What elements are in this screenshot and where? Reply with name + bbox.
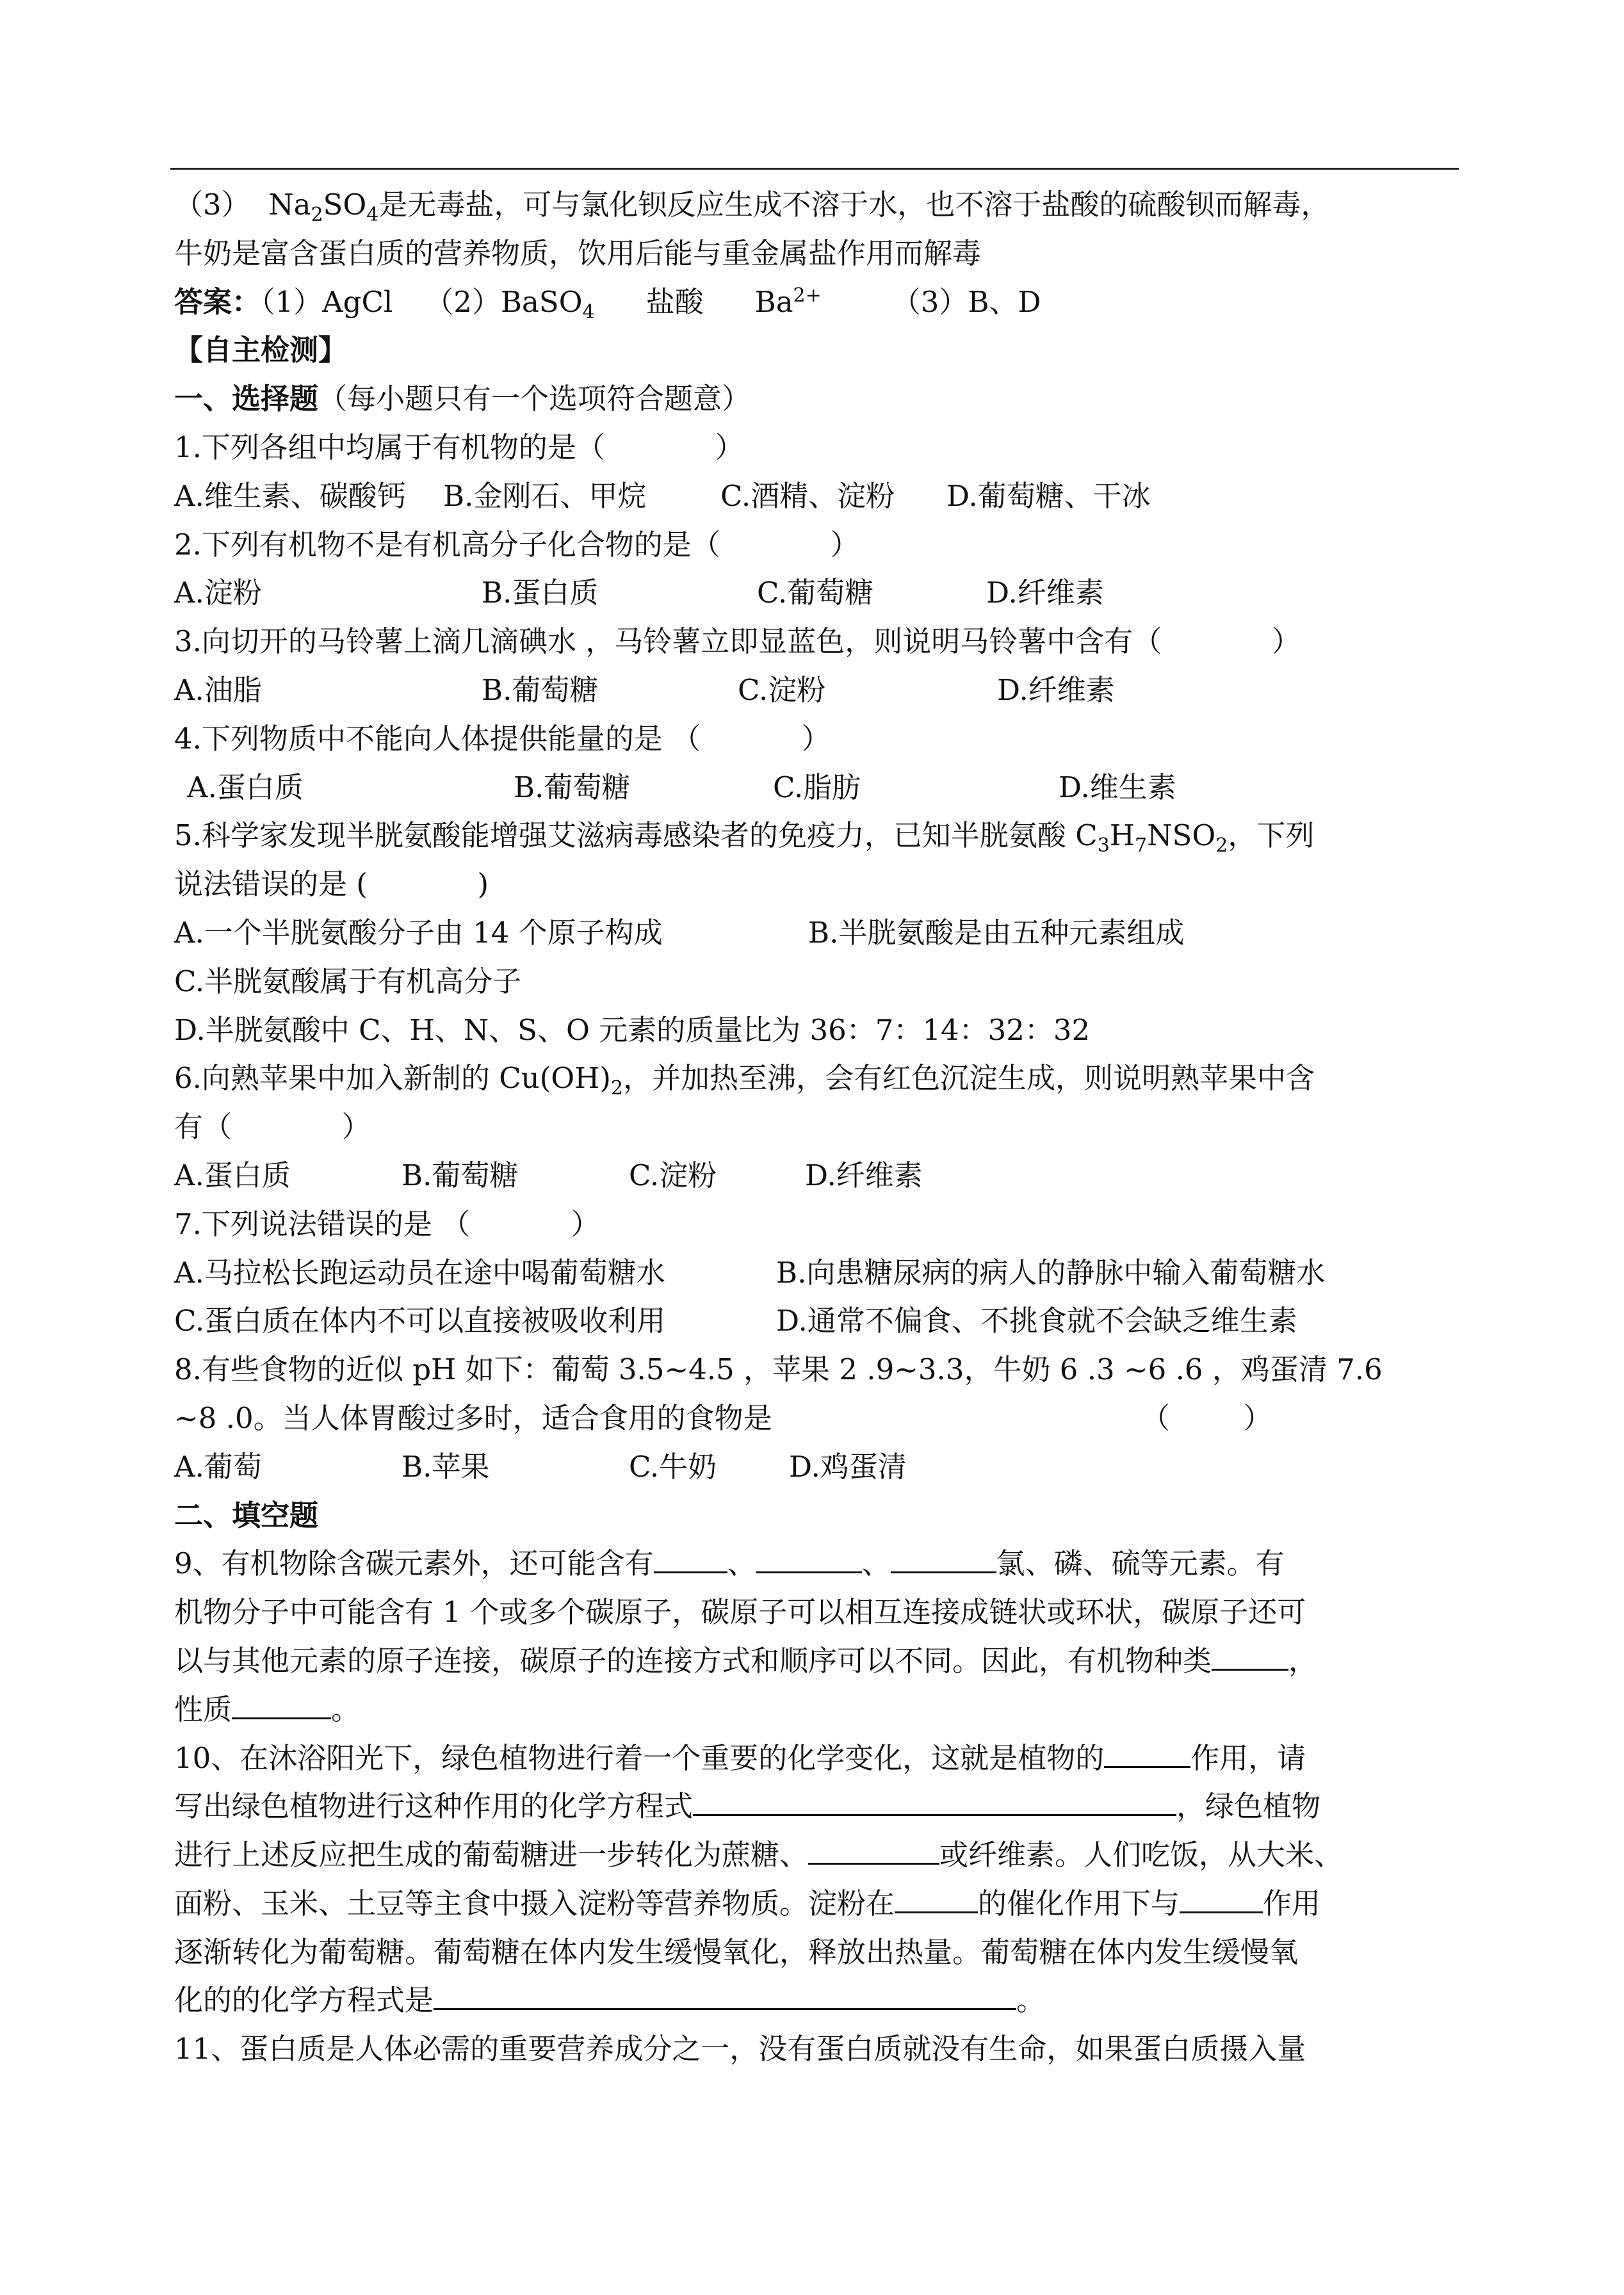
answer-ion: Ba — [754, 284, 793, 319]
q10-line-6-a: 化的的化学方程式是 — [174, 1983, 434, 2018]
q8-stem-line-2-a: ~8 .0。当人体胃酸过多时，适合食用的食物是 — [174, 1400, 772, 1435]
q3-stem: 3.向切开的马铃薯上滴几滴碘水 ，马铃薯立即显蓝色，则说明马铃薯中含有（ ） — [174, 624, 1301, 659]
answer-2: （2）BaSO — [425, 284, 583, 319]
q10-line-3-a: 进行上述反应把生成的葡萄糖进一步转化为蔗糖、 — [174, 1838, 809, 1872]
q9-text-b: 氯、磷、硫等元素。有 — [996, 1546, 1285, 1581]
q2-option-b: B.蛋白质 — [482, 576, 599, 610]
q4-options — [174, 763, 1474, 812]
q9-text-a: 9、有机物除含碳元素外，还可能含有 — [174, 1546, 654, 1581]
q9-line-4 — [174, 1685, 1474, 1734]
q6-option-c: C.淀粉 — [629, 1158, 717, 1192]
answer-acid: 盐酸 — [646, 284, 704, 319]
q6-stem-a: 6.向熟苹果中加入新制的 Cu(OH) — [174, 1061, 611, 1096]
q8-option-b: B.苹果 — [402, 1449, 490, 1484]
q8-stem-line-2 — [174, 1394, 1474, 1443]
q1-options — [174, 472, 1474, 521]
part1-heading — [174, 375, 1474, 423]
q6-option-d: D.纤维素 — [805, 1158, 923, 1192]
q3-option-c: C.淀粉 — [738, 672, 826, 707]
subscript: 4 — [366, 204, 379, 226]
q7-option-c: C.蛋白质在体内不可以直接被吸收利用 — [174, 1304, 666, 1338]
q9-line-3 — [174, 1637, 1474, 1685]
q4-option-d: D.维生素 — [1059, 770, 1176, 804]
part1-note: （每小题只有一个选项符合题意） — [318, 382, 751, 416]
answer-label: 答案： — [174, 284, 261, 319]
q9-blank-3[interactable] — [891, 1547, 996, 1573]
q3-options — [174, 666, 1474, 715]
prev-line-1-rest: 是无毒盐，可与氯化钡反应生成不溶于水，也不溶于盐酸的硫酸钡而解毒， — [378, 188, 1330, 222]
q9-line-4-a: 性质 — [174, 1692, 232, 1726]
q10-line-1-b: 作用，请 — [1190, 1740, 1306, 1775]
q8-options — [174, 1443, 1474, 1491]
prev-line-1 — [174, 181, 1474, 229]
prev-line-2: 牛奶是富含蛋白质的营养物质，饮用后能与重金属盐作用而解毒 — [174, 236, 982, 270]
q10-blank-4[interactable] — [895, 1887, 978, 1913]
q8-option-c: C.牛奶 — [629, 1449, 717, 1484]
q7-stem: 7.下列说法错误的是 （ ） — [174, 1206, 600, 1241]
q8-stem-line-1: 8.有些食物的近似 pH 如下：葡萄 3.5~4.5 ，苹果 2 .9~3.3，牛奶 6 .3 ~6 .6 ，鸡蛋清 7.6 — [174, 1352, 1383, 1387]
q2-options — [174, 569, 1474, 617]
q10-line-2-b: ，绿色植物 — [1176, 1789, 1321, 1824]
q5-stem-a: 5.科学家发现半胱氨酸能增强艾滋病毒感染者的免疫力，已知半胱氨酸 C — [174, 818, 1098, 853]
q10-line-4-b: 的催化作用下与 — [978, 1886, 1180, 1920]
q9-sep-2: 、 — [861, 1546, 891, 1581]
q11-line-1: 11、蛋白质是人体必需的重要营养成分之一，没有蛋白质就没有生命，如果蛋白质摄入量 — [174, 2032, 1306, 2066]
q2-option-c: C.葡萄糖 — [757, 576, 874, 610]
q10-blank-3[interactable] — [808, 1838, 939, 1865]
q2-stem: 2.下列有机物不是有机高分子化合物的是（ ） — [174, 527, 859, 562]
answer-1: （1）AgCl — [261, 284, 393, 319]
q5-formula-nso: NSO — [1147, 818, 1216, 853]
part1-title: 一、选择题 — [174, 382, 319, 416]
q6-stem-line-1 — [174, 1054, 1474, 1103]
q5-option-b: B.半胱氨酸是由五种元素组成 — [808, 915, 1185, 950]
q10-line-2 — [174, 1782, 1474, 1831]
q9-line-4-b: 。 — [331, 1692, 361, 1726]
q10-line-4-a: 面粉、玉米、土豆等主食中摄入淀粉等营养物质。淀粉在 — [174, 1886, 895, 1920]
q10-line-2-a: 写出绿色植物进行这种作用的化学方程式 — [174, 1789, 694, 1824]
q8-option-d: D.鸡蛋清 — [789, 1449, 907, 1484]
q5-formula-h: H — [1109, 818, 1135, 853]
q9-line-1 — [174, 1539, 1474, 1588]
q10-blank-6[interactable] — [434, 1984, 1016, 2010]
q10-line-1-a: 10、在沐浴阳光下，绿色植物进行着一个重要的化学变化，这就是植物的 — [174, 1740, 1105, 1775]
q5-option-c: C.半胱氨酸属于有机高分子 — [174, 964, 522, 998]
q8-option-a: A.葡萄 — [174, 1449, 262, 1484]
answer-3: （3）B、D — [891, 284, 1041, 319]
q6-options — [174, 1151, 1474, 1200]
subscript: 2 — [1215, 834, 1228, 857]
q1-option-d: D.葡萄糖、干冰 — [946, 478, 1151, 513]
q10-line-6-b: 。 — [1016, 1983, 1046, 2018]
q4-stem: 4.下列物质中不能向人体提供能量的是 （ ） — [174, 721, 831, 756]
section-title: 【自主检测】 — [174, 333, 348, 368]
q7-option-b: B.向患糖尿病的病人的静脉中输入葡萄糖水 — [776, 1255, 1326, 1290]
q2-option-a: A.淀粉 — [174, 576, 262, 610]
q10-line-3 — [174, 1831, 1474, 1879]
q10-line-6 — [174, 1976, 1474, 2025]
q7-options-cd — [174, 1297, 1474, 1345]
subscript: 7 — [1135, 834, 1148, 857]
prev-line-1-mid: SO — [323, 188, 367, 222]
q5-stem-line-1 — [174, 811, 1474, 860]
q9-blank-1[interactable] — [654, 1547, 727, 1573]
q10-line-4 — [174, 1879, 1474, 1928]
q9-line-3-b: ， — [1288, 1643, 1318, 1678]
q4-option-b: B.葡萄糖 — [514, 770, 631, 804]
q7-option-d: D.通常不偏食、不挑食就不会缺乏维生素 — [776, 1304, 1297, 1338]
q9-sep-1: 、 — [727, 1546, 756, 1581]
q9-blank-2[interactable] — [756, 1547, 862, 1573]
q10-blank-5[interactable] — [1180, 1887, 1263, 1913]
q9-line-3-a: 以与其他元素的原子连接，碳原子的连接方式和顺序可以不同。因此，有机物种类 — [174, 1643, 1212, 1678]
q9-blank-4[interactable] — [1212, 1644, 1288, 1671]
q6-option-a: A.蛋白质 — [174, 1158, 291, 1192]
q10-blank-1[interactable] — [1104, 1742, 1190, 1768]
q8-answer-paren: （ ） — [1141, 1400, 1272, 1435]
q10-line-1 — [174, 1734, 1474, 1783]
subscript: 2 — [610, 1077, 623, 1100]
q2-option-d: D.纤维素 — [986, 576, 1104, 610]
superscript: 2+ — [793, 284, 822, 307]
q10-line-3-b: 或纤维素。人们吃饭，从大米、 — [939, 1838, 1344, 1872]
subscript: 2 — [311, 204, 323, 226]
q6-option-b: B.葡萄糖 — [402, 1158, 519, 1192]
q5-option-d: D.半胱氨酸中 C、H、N、S、O 元素的质量比为 36：7：14：32：32 — [174, 1012, 1091, 1047]
q1-stem: 1.下列各组中均属于有机物的是（ ） — [174, 430, 744, 464]
q10-blank-2[interactable] — [693, 1790, 1176, 1816]
q5-options-ab — [174, 909, 1474, 957]
q7-option-a: A.马拉松长跑运动员在途中喝葡萄糖水 — [174, 1255, 665, 1290]
q4-option-c: C.脂肪 — [773, 770, 861, 804]
q1-option-c: C.酒精、淀粉 — [720, 478, 895, 513]
q4-option-a: A.蛋白质 — [187, 770, 304, 804]
q7-options-ab — [174, 1249, 1474, 1297]
q9-line-2: 机物分子中可能含有 1 个或多个碳原子，碳原子可以相互连接成链状或环状，碳原子还可 — [174, 1595, 1306, 1630]
q6-stem-b: ，并加热至沸，会有红色沉淀生成，则说明熟苹果中含 — [623, 1061, 1315, 1096]
q10-line-5: 逐渐转化为葡萄糖。葡萄糖在体内发生缓慢氧化，释放出热量。葡萄糖在体内发生缓慢氧 — [174, 1934, 1299, 1969]
part2-title: 二、填空题 — [174, 1498, 319, 1532]
subscript: 4 — [582, 300, 595, 323]
q5-option-a: A.一个半胱氨酸分子由 14 个原子构成 — [174, 915, 663, 950]
q1-option-b: B.金刚石、甲烷 — [443, 478, 647, 513]
q6-stem-line-2: 有（ ） — [174, 1110, 371, 1144]
header-rule — [170, 168, 1459, 170]
answer-line — [174, 278, 1474, 327]
q3-option-b: B.葡萄糖 — [482, 672, 599, 707]
q3-option-a: A.油脂 — [174, 672, 262, 707]
q5-stem-line-2: 说法错误的是 ( ) — [174, 867, 489, 902]
q9-blank-5[interactable] — [232, 1693, 331, 1719]
q5-stem-b: ，下列 — [1228, 818, 1315, 853]
prev-line-1-prefix: （3） Na — [174, 188, 311, 222]
q10-line-4-c: 作用 — [1263, 1886, 1321, 1920]
worksheet-content — [174, 181, 1474, 2073]
q3-option-d: D.纤维素 — [997, 672, 1115, 707]
q1-option-a: A.维生素、碳酸钙 — [174, 478, 406, 513]
subscript: 3 — [1097, 834, 1110, 857]
